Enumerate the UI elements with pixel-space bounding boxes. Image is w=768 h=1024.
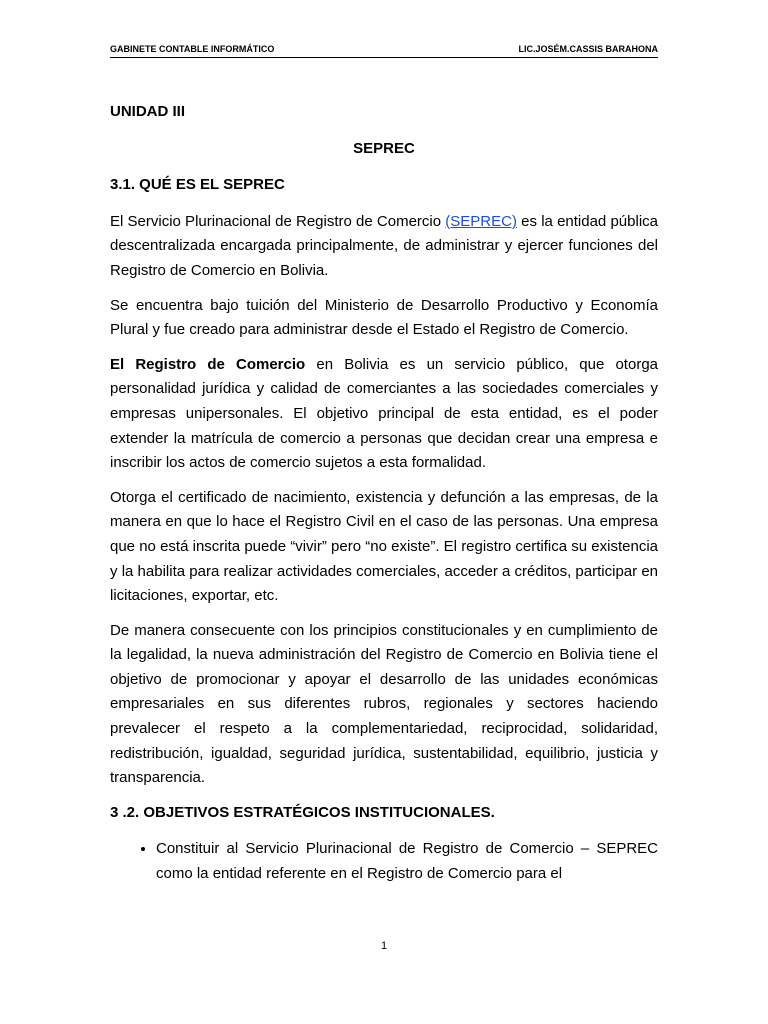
document-body	[110, 100, 658, 887]
paragraph-2: Se encuentra bajo tuición del Ministerio de Desarrollo Productivo y Economía Plural y fue creado para administrar desde el Estado el Registro de Comercio.	[110, 296, 658, 339]
paragraph-1-start: El Servicio Plurinacional de Registro de Comercio	[110, 212, 446, 230]
list-item: • Constituir al Servicio Plurinacional de Registro de Comercio – SEPREC como la entidad referente en el Registro de Comercio para el	[156, 837, 658, 886]
paragraph-1	[110, 210, 658, 284]
paragraph-1-end: es la entidad pública descentralizada encargada principalmente, de administrar y ejercer funciones del Registro de Comercio en Bolivia.	[110, 212, 658, 279]
header-right: LIC.JOSÉM.CASSIS BARAHONA	[518, 44, 658, 54]
section-3-1-heading: 3.1. QUÉ ES EL SEPREC	[110, 176, 285, 194]
paragraph-3-rest: en Bolivia es un servicio público, que otorga personalidad jurídica y calidad de comerciantes a las sociedades comerciales y empresas unipersonales. El objetivo principal de esta entidad, es el poder extender la matrícula de comercio a personas que decidan crear una empresa e inscribir los actos de comercio sujetos a esta formalidad.	[110, 355, 659, 472]
seprec-link[interactable]: (SEPREC)	[445, 212, 517, 230]
header-left: GABINETE CONTABLE INFORMÁTICO	[110, 44, 275, 54]
paragraph-5: De manera consecuente con los principios constitucionales y en cumplimiento de la legalidad, la nueva administración del Registro de Comercio en Bolivia tiene el objetivo de promocionar y apoyar el desarrollo de las unidades económicas empresariales en sus diferentes rubros, regionales y sectores haciendo prevalecer el respeto a la complementariedad, reciprocidad, solidaridad, redistribución, igualdad, seguridad jurídica, sustentabilidad, equilibrio, justicia y transparencia.	[110, 621, 658, 787]
objectives-list	[110, 837, 658, 886]
section-3-2-heading: 3 .2. OBJETIVOS ESTRATÉGICOS INSTITUCIONALES.	[110, 803, 495, 821]
registro-bold: El Registro de Comercio	[110, 355, 306, 373]
page-header	[110, 44, 658, 58]
paragraph-4: Otorga el certificado de nacimiento, existencia y defunción a las empresas, de la manera en que lo hace el Registro Civil en el caso de las personas. Una empresa que no está inscrita puede “vivir” pero “no existe”. El registro certifica su existencia y la habilita para realizar actividades comerciales, acceder a créditos, participar en licitaciones, exportar, etc.	[110, 488, 658, 605]
unit-title: UNIDAD III	[110, 103, 185, 120]
page-number: 1	[380, 940, 388, 952]
paragraph-3	[110, 353, 658, 476]
section-title: SEPREC	[353, 139, 415, 157]
